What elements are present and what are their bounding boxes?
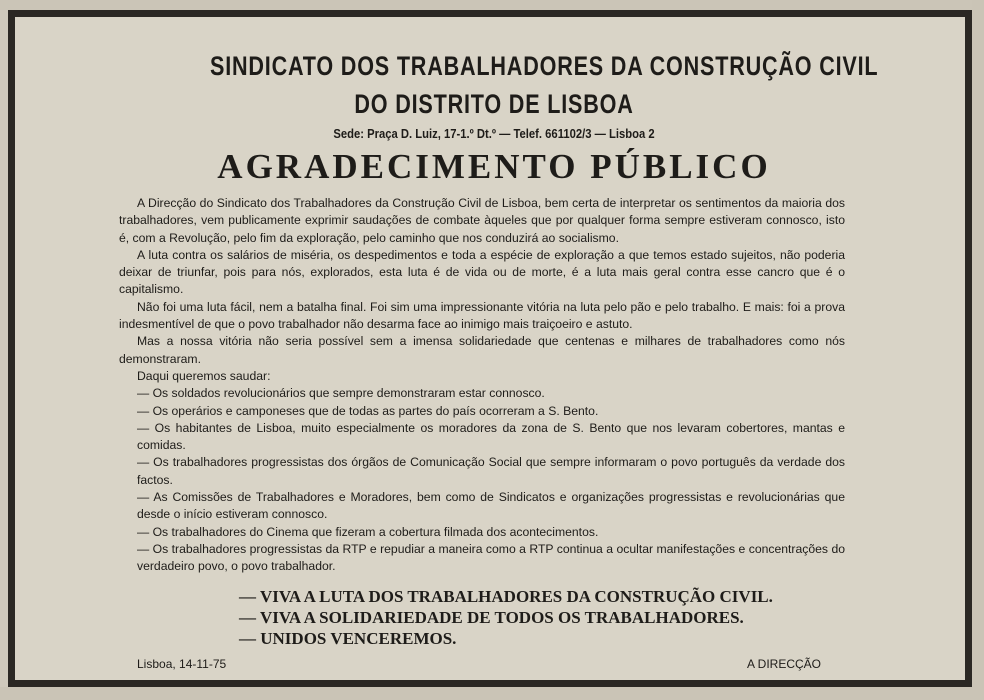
list-item: — Os habitantes de Lisboa, muito especialmente os moradores da zona de S. Bento que nos levaram cobertores, mantas e comidas. bbox=[137, 420, 845, 453]
paragraph: A Direcção do Sindicato dos Trabalhadores da Construção Civil de Lisboa, bem certa de interpretar os sentimentos da maioria dos trabalhadores, vem publicamente exprimir saudações de combate àqueles que por qualquer forma sempre estiveram connosco, isto é, com a Revolução, pelo fim da exploração, pelo caminho que nos conduzirá ao socialismo. bbox=[119, 196, 845, 245]
signature: A DIRECÇÃO bbox=[746, 656, 821, 671]
place-date: Lisboa, 14-11-75 bbox=[137, 656, 227, 671]
greeting-line: Daqui queremos saudar: bbox=[137, 368, 271, 383]
top-edge-strip bbox=[0, 0, 984, 10]
announcement-footer bbox=[139, 657, 849, 677]
paragraph: A luta contra os salários de miséria, os despedimentos e toda a espécie de exploração a que temos estado sujeitos, não poderia deixar de triunfar, pois para nós, explorados, esta luta é de vida ou de morte, é a luta mais geral contra esse cancro que é o capitalismo. bbox=[119, 247, 845, 297]
union-name-line2: DO DISTRITO DE LISBOA bbox=[354, 89, 634, 119]
slogans-block bbox=[239, 586, 849, 649]
announcement-body bbox=[119, 195, 845, 576]
union-address: Sede: Praça D. Luiz, 17-1.º Dt.º — Telef. 661102/3 — Lisboa 2 bbox=[333, 127, 655, 141]
announcement-heading: AGRADECIMENTO PÚBLICO bbox=[217, 147, 771, 186]
list-item: — Os soldados revolucionários que sempre demonstraram estar connosco. bbox=[137, 386, 545, 401]
slogan: — VIVA A SOLIDARIEDADE DE TODOS OS TRABALHADORES. bbox=[239, 607, 744, 627]
list-item: — Os trabalhadores do Cinema que fizeram a cobertura filmada dos acontecimentos. bbox=[137, 524, 599, 539]
list-item: — Os trabalhadores progressistas da RTP e repudiar a maneira como a RTP continua a ocultar manifestações e concentrações do verdadeiro povo, o povo trabalhador. bbox=[137, 541, 845, 574]
union-name-line1: SINDICATO DOS TRABALHADORES DA CONSTRUÇÃO CIVIL bbox=[210, 51, 879, 81]
announcement-content bbox=[15, 17, 965, 680]
slogan: — VIVA A LUTA DOS TRABALHADORES DA CONSTRUÇÃO CIVIL. bbox=[239, 586, 773, 606]
announcement-frame bbox=[8, 10, 972, 687]
list-item: — Os trabalhadores progressistas dos órgãos de Comunicação Social que sempre informaram o povo português da verdade dos factos. bbox=[137, 455, 845, 487]
bottom-edge-strip bbox=[0, 687, 984, 700]
list-item: — Os operários e camponeses que de todas as partes do país ocorreram a S. Bento. bbox=[137, 403, 599, 418]
list-item: — As Comissões de Trabalhadores e Moradores, bem como de Sindicatos e organizações progressistas e revolucionárias que desde o início estiveram connosco. bbox=[137, 490, 845, 522]
paragraph: Mas a nossa vitória não seria possível sem a imensa solidariedade que centenas e milhares de trabalhadores como nós demonstraram. bbox=[119, 334, 845, 366]
slogan: — UNIDOS VENCEREMOS. bbox=[239, 628, 457, 648]
paragraph: Não foi uma luta fácil, nem a batalha final. Foi sim uma impressionante vitória na luta pelo pão e pelo trabalho. E mais: foi a prova indesmentível de que o povo trabalhador não desarma face ao inimigo mais traiçoeiro e astuto. bbox=[119, 299, 845, 332]
right-edge-strip bbox=[972, 0, 984, 700]
